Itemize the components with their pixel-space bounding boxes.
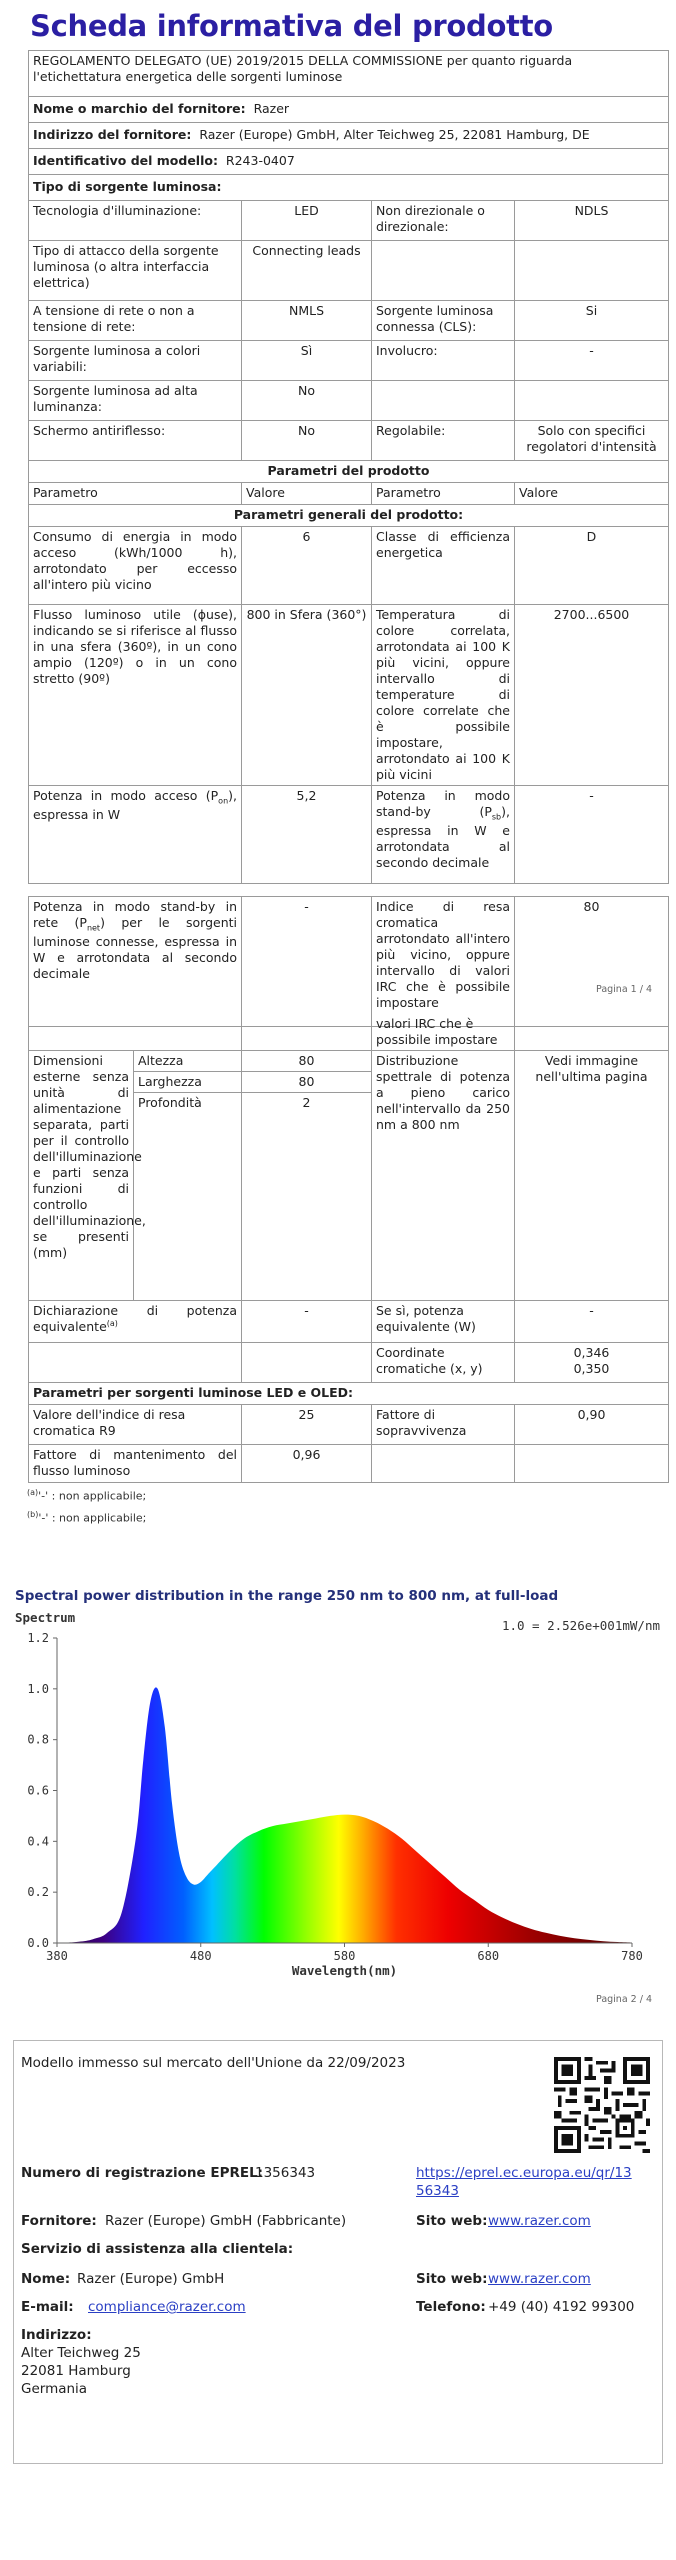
- address-line: Alter Teichweg 25: [21, 2345, 141, 2361]
- light-source-type-label: Tipo di sorgente luminosa:: [29, 175, 669, 201]
- website2-label: Sito web:: [416, 2271, 488, 2287]
- phone-value: +49 (40) 4192 99300: [488, 2299, 635, 2315]
- table-row: [29, 421, 669, 461]
- supplier-value: Razer (Europe) GmbH (Fabbricante): [105, 2213, 347, 2229]
- address-line: 22081 Hamburg: [21, 2363, 131, 2379]
- market-date: Modello immesso sul mercato dell'Unione da 22/09/2023: [21, 2055, 406, 2071]
- table-row: [29, 1343, 669, 1383]
- type-label: Sorgente luminosa a colori variabili:: [29, 341, 242, 381]
- dim-name: Larghezza: [134, 1072, 242, 1093]
- regulation-text: REGOLAMENTO DELEGATO (UE) 2019/2015 DELLA COMMISSIONE per quanto riguarda l'etichettatura energetica delle sorgenti luminose: [29, 51, 669, 97]
- type-value: LED: [242, 201, 372, 241]
- product-info-table: [28, 50, 669, 884]
- model-row: [29, 149, 669, 175]
- type-value: NMLS: [242, 301, 372, 341]
- param-label: Potenza in modo acceso $(P_{on})$, espressa in W: [29, 786, 242, 884]
- equiv-value: -: [242, 1301, 372, 1343]
- dim-value: 2: [242, 1093, 372, 1301]
- y-axis-label: Spectrum: [15, 1610, 76, 1625]
- page-title: Scheda informativa del prodotto: [30, 9, 553, 43]
- table-row: [29, 527, 669, 605]
- type-label: A tensione di rete o non a tensione di rete:: [29, 301, 242, 341]
- param-value: [515, 1445, 669, 1483]
- eprel-card: [13, 2040, 663, 2464]
- param-label: Fattore di mantenimento del flusso luminoso: [29, 1445, 242, 1483]
- spectrum-area: [57, 1687, 632, 1943]
- phone-label: Telefono:: [416, 2299, 486, 2315]
- service-name-value: Razer (Europe) GmbH: [77, 2271, 225, 2287]
- param-value: 5,2: [242, 786, 372, 884]
- col-value: Valore: [242, 483, 372, 505]
- supplier-name: Razer: [253, 101, 290, 116]
- y-tick-label: 0.4: [27, 1834, 49, 1849]
- table-row: [29, 201, 669, 241]
- equiv-w-label: Se sì, potenza equivalente (W): [372, 1301, 515, 1343]
- type-label: Tecnologia d'illuminazione:: [29, 201, 242, 241]
- param-label: Flusso luminoso utile (ϕuse), indicando se si riferisce al flusso in una sfera (360º), in un cono ampio (120º) o in un cono stretto (90º): [29, 605, 242, 786]
- param-label: Potenza in modo stand-by $(P_{sb})$, espressa in W e arrotondata al secondo decimale: [372, 786, 515, 884]
- param-label: Valore dell'indice di resa cromatica R9: [29, 1405, 242, 1445]
- continuation-wrapper: [28, 1008, 668, 1483]
- supplier-label: Fornitore:: [21, 2213, 97, 2229]
- qr-code: [554, 2057, 650, 2153]
- type-value: Solo con specifici regolatori d'intensità: [515, 421, 669, 461]
- type-label: Tipo di attacco della sorgente luminosa (o altra interfaccia elettrica): [29, 241, 242, 301]
- model-label: Identificativo del modello:: [33, 153, 218, 168]
- website-link[interactable]: www.razer.com: [488, 2213, 591, 2229]
- model-id: R243-0407: [225, 153, 295, 168]
- table-row: [29, 301, 669, 341]
- chart-title: Spectral power distribution in the range 250 nm to 800 nm, at full-load: [15, 1588, 559, 1604]
- general-params-header: Parametri generali del prodotto:: [29, 505, 669, 527]
- type-label: Involucro:: [372, 341, 515, 381]
- table-row: [29, 1051, 669, 1072]
- dim-value: 80: [242, 1072, 372, 1093]
- type-value: -: [515, 341, 669, 381]
- type-value: No: [242, 421, 372, 461]
- chroma-value: 0,346 0,350: [515, 1343, 669, 1383]
- chroma-label: Coordinate cromatiche (x, y): [372, 1343, 515, 1383]
- param-label: [372, 1445, 515, 1483]
- y-tick-label: 1.2: [27, 1631, 49, 1645]
- email-link[interactable]: compliance@razer.com: [88, 2299, 246, 2315]
- param-value: 25: [242, 1405, 372, 1445]
- spectrum-chart: [0, 1608, 676, 1988]
- eprel-number: 1356343: [255, 2165, 316, 2181]
- service-label: Servizio di assistenza alla clientela:: [21, 2241, 294, 2257]
- col-param: Parametro: [29, 483, 242, 505]
- address-label: Indirizzo:: [21, 2327, 92, 2343]
- supplier-name-row: [29, 97, 669, 123]
- supplier-address-label: Indirizzo del fornitore:: [33, 127, 192, 142]
- param-value: -: [515, 786, 669, 884]
- spd-label: Distribuzione spettrale di potenza a pieno carico nell'intervallo da 250 nm a 800 nm: [372, 1051, 515, 1301]
- table-row: [29, 241, 669, 301]
- eprel-link-cont[interactable]: 56343: [416, 2183, 459, 2199]
- y-tick-label: 1.0: [27, 1681, 49, 1696]
- eprel-label: Numero di registrazione EPREL:: [21, 2165, 264, 2181]
- irc-continuation: valori IRC che è possibile impostare: [372, 1008, 515, 1051]
- type-value: No: [242, 381, 372, 421]
- type-label: [372, 241, 515, 301]
- eprel-link[interactable]: https://eprel.ec.europa.eu/qr/13: [416, 2165, 632, 2181]
- type-value: NDLS: [515, 201, 669, 241]
- supplier-address-row: [29, 123, 669, 149]
- y-tick-label: 0.8: [27, 1732, 49, 1747]
- website2-link[interactable]: www.razer.com: [488, 2271, 591, 2287]
- email-label: E-mail:: [21, 2299, 74, 2315]
- type-value: Sì: [242, 341, 372, 381]
- table-row: [29, 1405, 669, 1445]
- y-tick-label: 0.6: [27, 1783, 49, 1798]
- table-header-row: [29, 483, 669, 505]
- table-row: [29, 341, 669, 381]
- param-value: 800 in Sfera (360°): [242, 605, 372, 786]
- led-params-header: Parametri per sorgenti luminose LED e OLED:: [29, 1383, 669, 1405]
- supplier-address: Razer (Europe) GmbH, Alter Teichweg 25, 22081 Hamburg, DE: [199, 127, 590, 142]
- service-name-label: Nome:: [21, 2271, 71, 2287]
- dim-name: Altezza: [134, 1051, 242, 1072]
- type-label: Sorgente luminosa connessa (CLS):: [372, 301, 515, 341]
- page-number: Pagina 1 / 4: [596, 984, 652, 995]
- product-params-header: Parametri del prodotto: [29, 461, 669, 483]
- table-row: [29, 381, 669, 421]
- footnote-b: $^{(b)}$'-' : non applicabile;: [27, 1510, 147, 1525]
- param-value: 0,96: [242, 1445, 372, 1483]
- supplier-name-label: Nome o marchio del fornitore:: [33, 101, 246, 116]
- table-row: [29, 605, 669, 786]
- dim-value: 80: [242, 1051, 372, 1072]
- type-label: Schermo antiriflesso:: [29, 421, 242, 461]
- type-value: Connecting leads: [242, 241, 372, 301]
- footnote-a: $^{(a)}$'-' : non applicabile;: [27, 1488, 147, 1503]
- type-label: Regolabile:: [372, 421, 515, 461]
- equiv-w-value: -: [515, 1301, 669, 1343]
- x-tick-label: 480: [189, 1949, 212, 1963]
- equiv-label: Dichiarazione di potenza equivalente$^{(a)}$: [29, 1301, 242, 1343]
- col-value: Valore: [515, 483, 669, 505]
- x-tick-label: 680: [477, 1949, 500, 1963]
- param-value: 6: [242, 527, 372, 605]
- param-label: Potenza in modo stand-by in rete $(P_{net})$ per le sorgenti luminose connesse, espressa in W e arrotondata al secondo decimale: [29, 897, 242, 1027]
- x-tick-label: 380: [46, 1949, 68, 1963]
- y-tick-label: 0.2: [27, 1885, 49, 1900]
- type-label: Sorgente luminosa ad alta luminanza:: [29, 381, 242, 421]
- table-row: [29, 1301, 669, 1343]
- x-tick-label: 580: [333, 1949, 356, 1963]
- param-value: 80: [515, 897, 669, 1027]
- table-row: [29, 786, 669, 884]
- x-axis-label: Wavelength(nm): [291, 1963, 398, 1978]
- website-label: Sito web:: [416, 2213, 488, 2229]
- table-row: [29, 897, 669, 1027]
- col-param: Parametro: [372, 483, 515, 505]
- param-value: -: [242, 897, 372, 1027]
- param-label: Fattore di sopravvivenza: [372, 1405, 515, 1445]
- type-label: [372, 381, 515, 421]
- param-value: D: [515, 527, 669, 605]
- dimensions-label: Dimensioni esterne senza unità di alimentazione separata, parti per il controllo dell'illuminazione e parti senza funzioni di controllo dell'illuminazione, se presenti (mm): [29, 1051, 134, 1301]
- spd-value: Vedi immagine nell'ultima pagina: [515, 1051, 669, 1301]
- address-line: Germania: [21, 2381, 88, 2397]
- table-row: [29, 1008, 669, 1051]
- type-value: [515, 381, 669, 421]
- dim-name: Profondità: [134, 1093, 242, 1301]
- type-label: Non direzionale o direzionale:: [372, 201, 515, 241]
- param-value: 0,90: [515, 1405, 669, 1445]
- y-tick-label: 0.0: [27, 1936, 49, 1950]
- param-label: Classe di efficienza energetica: [372, 527, 515, 605]
- table-row: [29, 1445, 669, 1483]
- type-value: Si: [515, 301, 669, 341]
- param-label: Indice di resa cromatica arrotondato all'intero più vicino, oppure intervallo di valori IRC che è possibile impostare: [372, 897, 515, 1027]
- param-label: Consumo di energia in modo acceso (kWh/1000 h), arrotondato per eccesso all'intero più vicino: [29, 527, 242, 605]
- scale-annotation: 1.0 = 2.526e+001mW/nm: [501, 1618, 660, 1633]
- param-label: Temperatura di colore correlata, arrotondata ai 100 K più vicini, oppure intervallo di temperature di colore correlate che è possibile impostare, arrotondato ai 100 K più vicini: [372, 605, 515, 786]
- param-value: 2700...6500: [515, 605, 669, 786]
- page-number: Pagina 2 / 4: [596, 1994, 652, 2005]
- x-tick-label: 780: [621, 1949, 643, 1963]
- type-value: [515, 241, 669, 301]
